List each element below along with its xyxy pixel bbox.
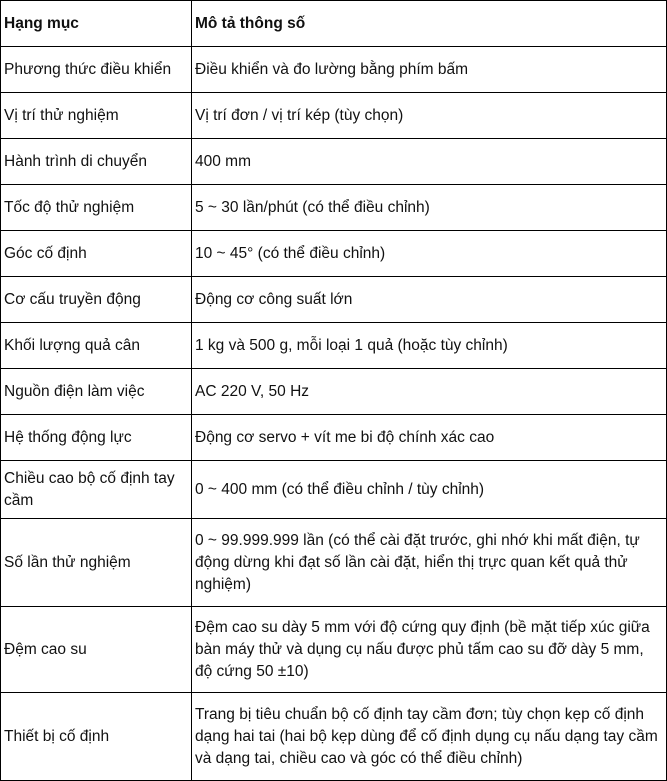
table-row <box>1 369 667 415</box>
item-cell: Hành trình di chuyển <box>1 139 192 185</box>
item-cell: Thiết bị cố định <box>1 693 192 781</box>
table-row <box>1 93 667 139</box>
table-row <box>1 185 667 231</box>
item-cell: Vị trí thử nghiệm <box>1 93 192 139</box>
item-cell: Cơ cấu truyền động <box>1 277 192 323</box>
table-row <box>1 277 667 323</box>
description-cell: Động cơ công suất lớn <box>192 277 667 323</box>
description-cell: 1 kg và 500 g, mỗi loại 1 quả (hoặc tùy chỉnh) <box>192 323 667 369</box>
item-cell: Hệ thống động lực <box>1 415 192 461</box>
table-header-row <box>1 1 667 47</box>
description-cell: Vị trí đơn / vị trí kép (tùy chọn) <box>192 93 667 139</box>
header-description: Mô tả thông số <box>192 1 667 47</box>
table-row <box>1 607 667 693</box>
table-row <box>1 519 667 607</box>
item-cell: Tốc độ thử nghiệm <box>1 185 192 231</box>
table-row <box>1 693 667 781</box>
item-cell: Chiều cao bộ cố định tay cầm <box>1 461 192 519</box>
table-row <box>1 323 667 369</box>
table-row <box>1 139 667 185</box>
item-cell: Góc cố định <box>1 231 192 277</box>
description-cell: Đệm cao su dày 5 mm với độ cứng quy định (bề mặt tiếp xúc giữa bàn máy thử và dụng cụ nấu được phủ tấm cao su đỡ dày 5 mm, độ cứng 50 ±10) <box>192 607 667 693</box>
description-cell: Trang bị tiêu chuẩn bộ cố định tay cầm đơn; tùy chọn kẹp cố định dạng hai tai (hai bộ kẹp dùng để cố định dụng cụ nấu dạng tay cầm và dạng tai, chiều cao và góc có thể điều chỉnh) <box>192 693 667 781</box>
table-row <box>1 461 667 519</box>
description-cell: Điều khiển và đo lường bằng phím bấm <box>192 47 667 93</box>
description-cell: 0 ~ 400 mm (có thể điều chỉnh / tùy chỉnh) <box>192 461 667 519</box>
table-row <box>1 415 667 461</box>
description-cell: Động cơ servo + vít me bi độ chính xác cao <box>192 415 667 461</box>
item-cell: Số lần thử nghiệm <box>1 519 192 607</box>
item-cell: Khối lượng quả cân <box>1 323 192 369</box>
table-row <box>1 47 667 93</box>
item-cell: Đệm cao su <box>1 607 192 693</box>
header-item: Hạng mục <box>1 1 192 47</box>
description-cell: 400 mm <box>192 139 667 185</box>
description-cell: 0 ~ 99.999.999 lần (có thể cài đặt trước, ghi nhớ khi mất điện, tự động dừng khi đạt số lần cài đặt, hiển thị trực quan kết quả thử nghiệm) <box>192 519 667 607</box>
item-cell: Phương thức điều khiển <box>1 47 192 93</box>
item-cell: Nguồn điện làm việc <box>1 369 192 415</box>
description-cell: 10 ~ 45° (có thể điều chỉnh) <box>192 231 667 277</box>
description-cell: 5 ~ 30 lần/phút (có thể điều chỉnh) <box>192 185 667 231</box>
description-cell: AC 220 V, 50 Hz <box>192 369 667 415</box>
table-row <box>1 231 667 277</box>
